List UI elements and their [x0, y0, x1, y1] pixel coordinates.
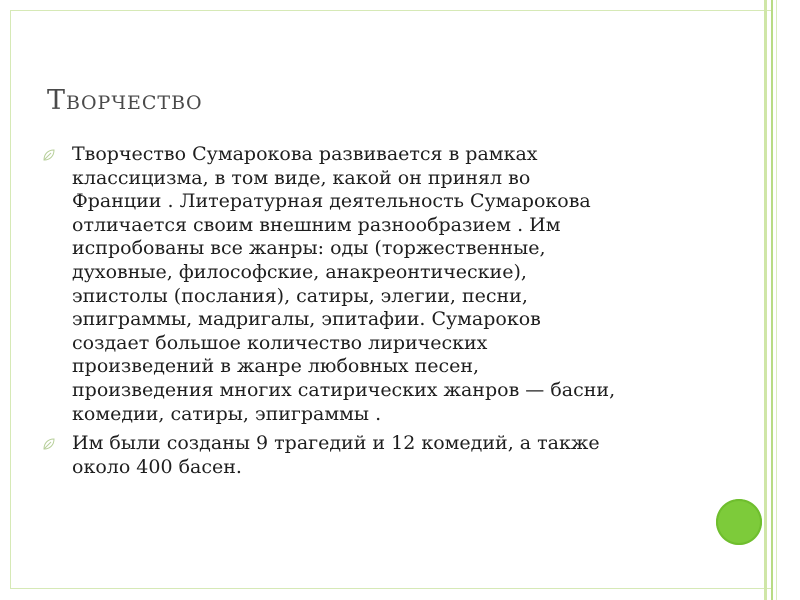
right-rail-line: [771, 0, 773, 600]
right-rail-line: [764, 0, 767, 600]
green-circle-icon: [716, 499, 762, 545]
leaf-bullet-icon: [42, 148, 56, 162]
bullet-item: [42, 143, 622, 426]
bullet-text: Им были созданы 9 трагедий и 12 комедий, а также около 400 басен.: [72, 432, 600, 478]
bullet-list: [42, 143, 622, 485]
bullet-text: Творчество Сумарокова развивается в рамках классицизма, в том виде, какой он принял во Франции . Литературная деятельность Сумарокова отличается своим внешним разнообразием . Им испробованы все жанры: оды (торжественные, духовные, философские, анакреонтические), эпистолы (послания), сатиры, элегии, песни, эпиграммы, мадригалы, эпитафии. Сумароков создает большое количество лирических произведений в жанре любовных песен, произведения многих сатирических жанров — басни, комедии, сатиры, эпиграммы .: [72, 143, 616, 425]
right-rail-line: [776, 0, 777, 600]
leaf-bullet-icon: [42, 437, 56, 451]
slide-title: Творчество: [47, 85, 203, 116]
bullet-item: [42, 432, 622, 479]
